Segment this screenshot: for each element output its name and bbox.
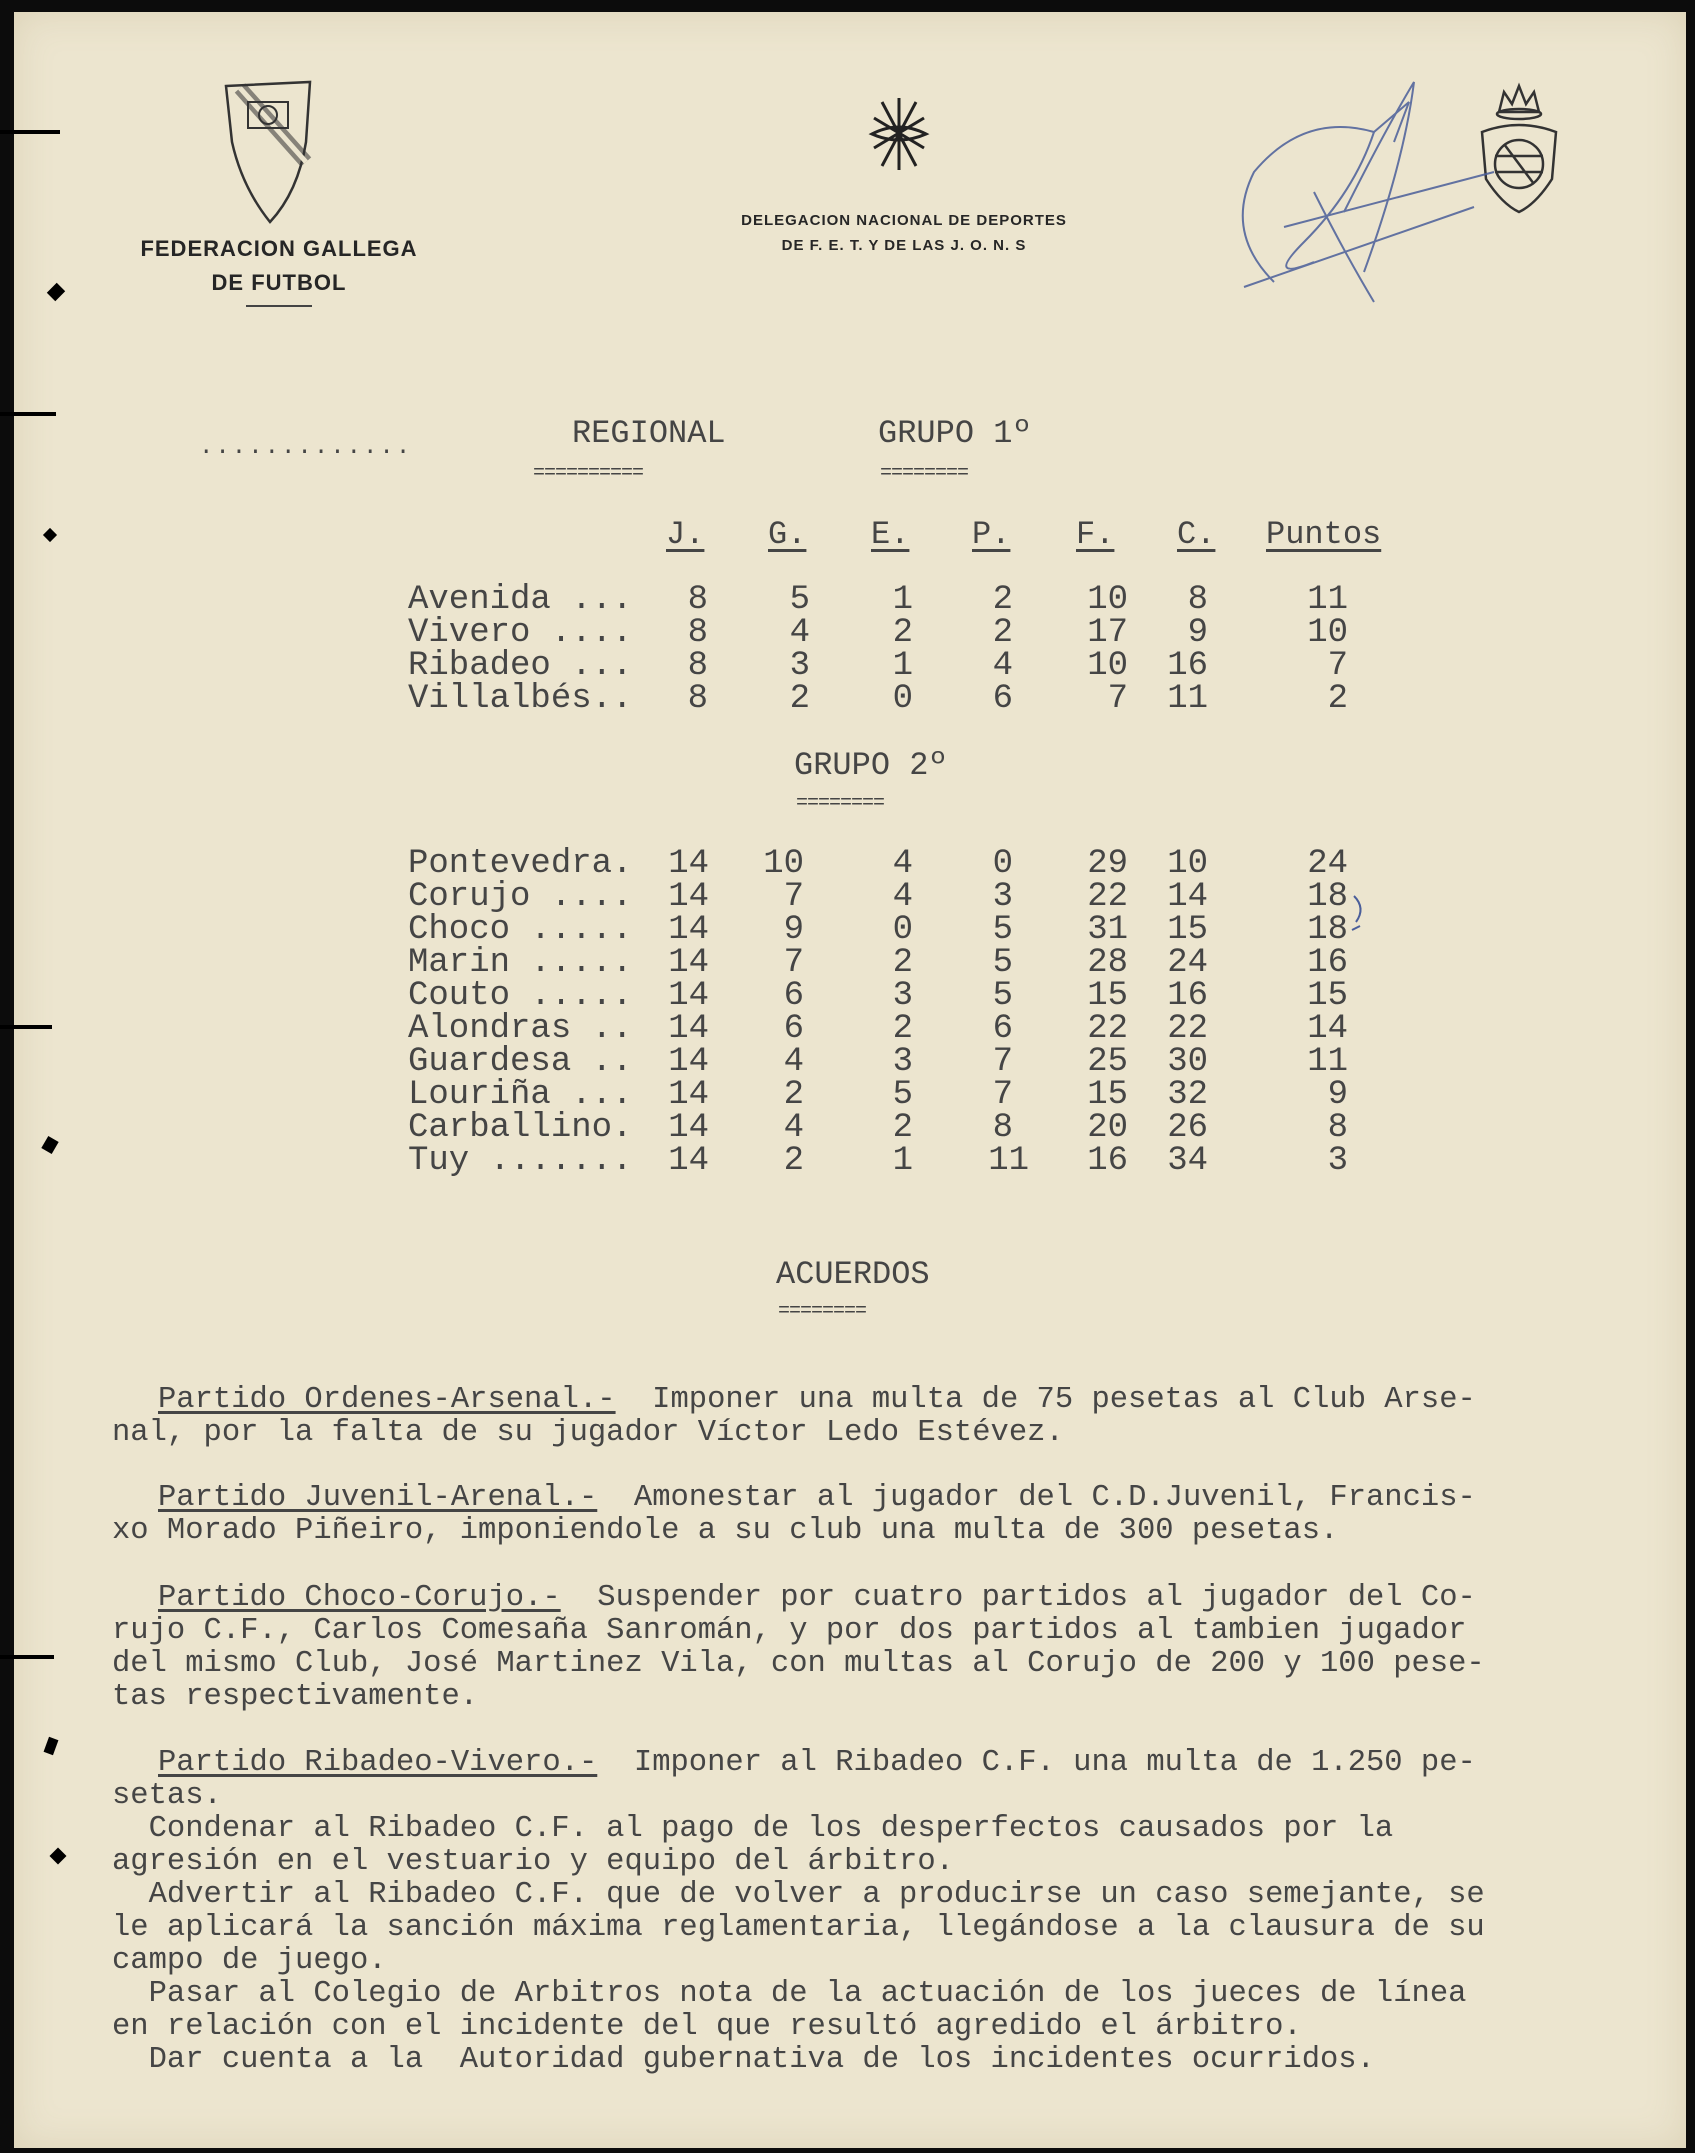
- won-value: 7: [783, 944, 804, 982]
- team-name: Carballino.: [408, 1109, 633, 1147]
- binder-mark: [0, 412, 56, 416]
- agreement-text-line: le aplicará la sanción máxima reglamentaria, llegándose a la clausura de su: [112, 1911, 1485, 1945]
- goals-against-value: 9: [1187, 614, 1208, 652]
- team-name: Couto .....: [408, 977, 633, 1015]
- agreement-text-line: del mismo Club, José Martinez Vila, con multas al Corujo de 200 y 100 pese-: [112, 1647, 1485, 1681]
- group2-title-underline: ========: [796, 792, 885, 815]
- goals-against-value: 15: [1167, 911, 1208, 949]
- goals-for-value: 25: [1087, 1043, 1128, 1081]
- won-value: 7: [783, 878, 804, 916]
- column-header-c: C.: [1177, 516, 1216, 553]
- played-value: 14: [668, 1043, 709, 1081]
- goals-against-value: 8: [1187, 581, 1208, 619]
- won-value: 4: [789, 614, 810, 652]
- points-value: 18: [1307, 911, 1348, 949]
- federation-name-line1: FEDERACION GALLEGA: [140, 236, 418, 261]
- won-value: 6: [783, 977, 804, 1015]
- team-name: Corujo ....: [408, 878, 633, 916]
- played-value: 14: [668, 1109, 709, 1147]
- agreement-text-line: en relación con el incidente del que resultó agredido el árbitro.: [112, 2010, 1302, 2044]
- lost-value: 6: [992, 1010, 1013, 1048]
- drawn-value: 0: [892, 680, 913, 718]
- lost-value: 2: [992, 614, 1013, 652]
- agreement-text-line: rujo C.F., Carlos Comesaña Sanromán, y por dos partidos al tambien jugador: [112, 1614, 1467, 1648]
- played-value: 8: [687, 581, 708, 619]
- agreement-text-line: Pasar al Colegio de Arbitros nota de la actuación de los jueces de línea: [112, 1977, 1467, 2011]
- agreement-heading: Partido Choco-Corujo.-: [158, 1581, 561, 1615]
- goals-for-value: 20: [1087, 1109, 1128, 1147]
- goals-for-value: 16: [1087, 1142, 1128, 1180]
- goals-for-value: 15: [1087, 1076, 1128, 1114]
- agreement-heading: Partido Juvenil-Arenal.-: [158, 1481, 598, 1515]
- played-value: 14: [668, 878, 709, 916]
- agreement-text-line: Dar cuenta a la Autoridad gubernativa de los incidentes ocurridos.: [112, 2043, 1375, 2077]
- goals-against-value: 26: [1167, 1109, 1208, 1147]
- won-value: 3: [789, 647, 810, 685]
- drawn-value: 5: [892, 1076, 913, 1114]
- won-value: 4: [783, 1109, 804, 1147]
- played-value: 14: [668, 1076, 709, 1114]
- lost-value: 5: [992, 944, 1013, 982]
- goals-for-value: 15: [1087, 977, 1128, 1015]
- agreement-juvenil-arenal: [112, 1481, 1672, 1548]
- lost-value: 4: [992, 647, 1013, 685]
- goals-against-value: 16: [1167, 647, 1208, 685]
- binder-mark: [0, 1655, 54, 1659]
- column-header-j: J.: [666, 516, 705, 553]
- goals-against-value: 34: [1167, 1142, 1208, 1180]
- document-page: [14, 12, 1686, 2148]
- points-value: 11: [1307, 1043, 1348, 1081]
- agreement-text-line: Amonestar al jugador del C.D.Juvenil, Francis-: [597, 1481, 1476, 1515]
- agreement-heading: Partido Ordenes-Arsenal.-: [158, 1383, 616, 1417]
- lost-value: 5: [992, 911, 1013, 949]
- won-value: 10: [763, 845, 804, 883]
- group1-title: GRUPO 1º: [878, 415, 1032, 452]
- team-name: Louriña ...: [408, 1076, 633, 1114]
- team-name: Villalbés..: [408, 680, 633, 718]
- points-value: 14: [1307, 1010, 1348, 1048]
- agreement-text-line: Condenar al Ribadeo C.F. al pago de los desperfectos causados por la: [112, 1812, 1394, 1846]
- goals-against-value: 24: [1167, 944, 1208, 982]
- team-name: Pontevedra.: [408, 845, 633, 883]
- lost-value: 0: [992, 845, 1013, 883]
- won-value: 2: [789, 680, 810, 718]
- lost-value: 3: [992, 878, 1013, 916]
- team-name: Avenida ...: [408, 581, 633, 619]
- played-value: 8: [687, 647, 708, 685]
- won-value: 2: [783, 1142, 804, 1180]
- goals-for-value: 29: [1087, 845, 1128, 883]
- played-value: 14: [668, 944, 709, 982]
- lost-value: 8: [992, 1109, 1013, 1147]
- team-name: Vivero ....: [408, 614, 633, 652]
- drawn-value: 3: [892, 977, 913, 1015]
- points-value: 11: [1307, 581, 1348, 619]
- agreement-text-line: Imponer una multa de 75 pesetas al Club Arse-: [615, 1383, 1476, 1417]
- team-name: Tuy .......: [408, 1142, 633, 1180]
- played-value: 14: [668, 1010, 709, 1048]
- goals-for-value: 22: [1087, 878, 1128, 916]
- points-value: 8: [1327, 1109, 1348, 1147]
- points-value: 18: [1307, 878, 1348, 916]
- team-name: Marin .....: [408, 944, 633, 982]
- won-value: 5: [789, 581, 810, 619]
- points-value: 7: [1327, 647, 1348, 685]
- section-title: REGIONAL: [572, 415, 726, 452]
- drawn-value: 1: [892, 1142, 913, 1180]
- ink-tick-marks: [14, 12, 1686, 1212]
- leader-dots: .............: [199, 434, 413, 461]
- agreement-text-line: nal, por la falta de su jugador Víctor Ledo Estévez.: [112, 1416, 1064, 1450]
- points-value: 9: [1327, 1076, 1348, 1114]
- agreement-text-line: Advertir al Ribadeo C.F. que de volver a producirse un caso semejante, se: [112, 1878, 1485, 1912]
- played-value: 8: [687, 680, 708, 718]
- goals-for-value: 31: [1087, 911, 1128, 949]
- binder-mark: [0, 1025, 52, 1029]
- section-title-underline: ==========: [533, 462, 644, 485]
- agreement-ribadeo-vivero: [112, 1746, 1672, 2077]
- agreement-text-line: setas.: [112, 1779, 222, 1813]
- column-header-g: G.: [768, 516, 807, 553]
- drawn-value: 4: [892, 845, 913, 883]
- won-value: 9: [783, 911, 804, 949]
- played-value: 14: [668, 1142, 709, 1180]
- agreement-text-line: campo de juego.: [112, 1944, 387, 1978]
- goals-against-value: 32: [1167, 1076, 1208, 1114]
- won-value: 6: [783, 1010, 804, 1048]
- lost-value: 7: [992, 1043, 1013, 1081]
- drawn-value: 3: [892, 1043, 913, 1081]
- team-name: Choco .....: [408, 911, 633, 949]
- lost-value: 7: [992, 1076, 1013, 1114]
- drawn-value: 2: [892, 614, 913, 652]
- played-value: 14: [668, 977, 709, 1015]
- points-value: 10: [1307, 614, 1348, 652]
- goals-for-value: 17: [1087, 614, 1128, 652]
- goals-for-value: 10: [1087, 581, 1128, 619]
- agreement-text-line: Imponer al Ribadeo C.F. una multa de 1.250 pe-: [597, 1746, 1476, 1780]
- goals-against-value: 30: [1167, 1043, 1208, 1081]
- goals-for-value: 10: [1087, 647, 1128, 685]
- lost-value: 5: [992, 977, 1013, 1015]
- points-value: 15: [1307, 977, 1348, 1015]
- binder-mark: [0, 130, 60, 134]
- goals-against-value: 14: [1167, 878, 1208, 916]
- agreement-text-line: tas respectivamente.: [112, 1680, 479, 1714]
- points-value: 3: [1327, 1142, 1348, 1180]
- column-header-e: E.: [871, 516, 910, 553]
- played-value: 8: [687, 614, 708, 652]
- points-value: 2: [1327, 680, 1348, 718]
- agreement-text-line: Suspender por cuatro partidos al jugador del Co-: [560, 1581, 1476, 1615]
- goals-against-value: 10: [1167, 845, 1208, 883]
- delegation-line1: DELEGACION NACIONAL DE DEPORTES: [741, 212, 1067, 229]
- agreement-choco-corujo: [112, 1581, 1672, 1714]
- acuerdos-title-underline: ========: [778, 1300, 867, 1323]
- column-header-puntos: Puntos: [1266, 516, 1382, 553]
- team-name: Alondras ..: [408, 1010, 633, 1048]
- goals-against-value: 11: [1167, 680, 1208, 718]
- won-value: 4: [783, 1043, 804, 1081]
- points-value: 16: [1307, 944, 1348, 982]
- team-name: Guardesa ..: [408, 1043, 633, 1081]
- drawn-value: 1: [892, 581, 913, 619]
- played-value: 14: [668, 911, 709, 949]
- column-header-f: F.: [1076, 516, 1115, 553]
- played-value: 14: [668, 845, 709, 883]
- lost-value: 2: [992, 581, 1013, 619]
- drawn-value: 1: [892, 647, 913, 685]
- goals-against-value: 22: [1167, 1010, 1208, 1048]
- goals-for-value: 28: [1087, 944, 1128, 982]
- points-value: 24: [1307, 845, 1348, 883]
- agreement-text-line: agresión en el vestuario y equipo del árbitro.: [112, 1845, 954, 1879]
- goals-for-value: 22: [1087, 1010, 1128, 1048]
- drawn-value: 2: [892, 944, 913, 982]
- lost-value: 11: [988, 1142, 1029, 1180]
- drawn-value: 0: [892, 911, 913, 949]
- drawn-value: 4: [892, 878, 913, 916]
- goals-against-value: 16: [1167, 977, 1208, 1015]
- lost-value: 6: [992, 680, 1013, 718]
- group2-title: GRUPO 2º: [794, 747, 948, 784]
- team-name: Ribadeo ...: [408, 647, 633, 685]
- drawn-value: 2: [892, 1109, 913, 1147]
- delegation-line2: DE F. E. T. Y DE LAS J. O. N. S: [781, 237, 1027, 254]
- federation-name-line2: DE FUTBOL: [211, 270, 347, 295]
- agreement-heading: Partido Ribadeo-Vivero.-: [158, 1746, 598, 1780]
- column-header-p: P.: [972, 516, 1011, 553]
- won-value: 2: [783, 1076, 804, 1114]
- agreement-ordenes-arsenal: [112, 1383, 1672, 1450]
- acuerdos-title: ACUERDOS: [776, 1256, 930, 1293]
- drawn-value: 2: [892, 1010, 913, 1048]
- agreement-text-line: xo Morado Piñeiro, imponiendole a su club una multa de 300 pesetas.: [112, 1514, 1339, 1548]
- goals-for-value: 7: [1107, 680, 1128, 718]
- group1-title-underline: ========: [880, 462, 969, 485]
